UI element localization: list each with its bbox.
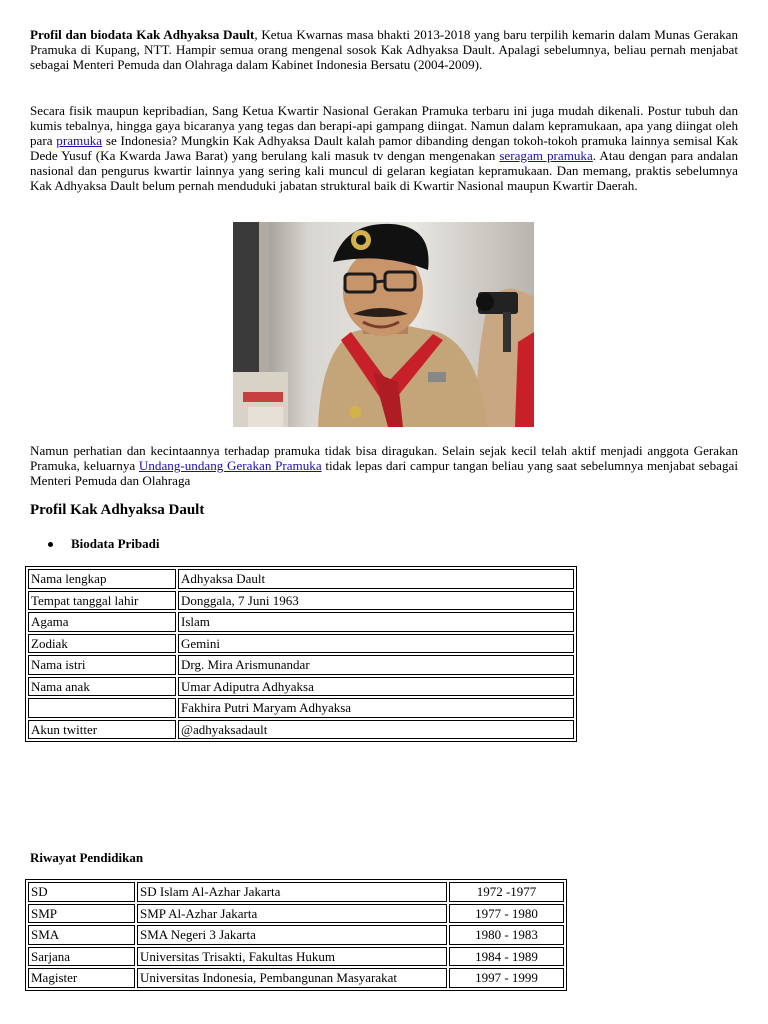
biodata-value-cell: Fakhira Putri Maryam Adhyaksa [178, 698, 574, 718]
table-row [28, 904, 564, 924]
desc-text-2: se Indonesia? Mungkin Kak Adhyaksa Dault kalah pamor dibanding dengan tokoh-tokoh pramuka lainnya semisal Kak Dede Yusuf (Ka Kwarda Jawa Barat) yang berulang kali masuk tv dengan mengenakan [30, 133, 739, 163]
biodata-label-cell: Akun twitter [28, 720, 176, 740]
education-heading: Riwayat Pendidikan [30, 850, 144, 865]
portrait-photo [233, 222, 534, 427]
biodata-value-cell: Adhyaksa Dault [178, 569, 574, 589]
closing-paragraph [30, 443, 738, 488]
education-years-cell: 1984 - 1989 [449, 947, 564, 967]
education-years-cell: 1977 - 1980 [449, 904, 564, 924]
education-school-cell: SMP Al-Azhar Jakarta [137, 904, 447, 924]
education-school-cell: SMA Negeri 3 Jakarta [137, 925, 447, 945]
biodata-label-cell: Nama istri [28, 655, 176, 675]
table-row [28, 882, 564, 902]
pramuka-link[interactable]: pramuka [56, 133, 103, 148]
intro-text: , Ketua Kwarnas masa bhakti 2013-2018 yang baru terpilih kemarin dalam Munas Gerakan Pramuka di Kupang, NTT. Hampir semua orang mengenal sosok Kak Adhyaksa Dault. Apalagi sebelumnya, beliau pernah menjabat sebagai Menteri Pemuda dan Olahraga dalam Kabinet Indonesia Bersatu (2004-2009). [30, 27, 738, 72]
table-row [28, 655, 574, 675]
closing-text-2: tidak lepas dari campur tangan beliau yang saat sebelumnya menjabat sebagai Menteri Pemuda dan Olahraga [30, 458, 738, 488]
table-row [28, 947, 564, 967]
education-school-cell: SD Islam Al-Azhar Jakarta [137, 882, 447, 902]
biodata-label-cell: Nama lengkap [28, 569, 176, 589]
table-row [28, 698, 574, 718]
education-level-cell: SMA [28, 925, 135, 945]
education-level-cell: SMP [28, 904, 135, 924]
desc-text-3: . Atau dengan para andalan nasional dan pengurus kwartir lainnya yang sering kali muncul di gelaran kegiatan kepramukaan. Dan memang, praktis sebelumnya Kak Adhyaksa Dault belum pernah menduduki jabatan struktural baik di Kwartir Nasional maupun Kwartir Daerah. [30, 148, 738, 193]
biodata-value-cell: Islam [178, 612, 574, 632]
intro-paragraph [30, 27, 738, 72]
biodata-label-cell: Agama [28, 612, 176, 632]
education-years-cell: 1972 -1977 [449, 882, 564, 902]
desc-text-1: Secara fisik maupun kepribadian, Sang Ketua Kwartir Nasional Gerakan Pramuka terbaru ini juga mudah dikenali. Postur tubuh dan kumis tebalnya, hingga gaya bicaranya yang tegas dan berapi-api gampang diingat. Namun dalam kepramukaan, apa yang diingat oleh para [30, 103, 738, 148]
education-level-cell: SD [28, 882, 135, 902]
education-level-cell: Magister [28, 968, 135, 988]
table-row [28, 968, 564, 988]
description-paragraph [30, 103, 738, 193]
biodata-table [25, 566, 577, 742]
biodata-label-cell: Tempat tanggal lahir [28, 591, 176, 611]
education-school-cell: Universitas Indonesia, Pembangunan Masyarakat [137, 968, 447, 988]
biodata-value-cell: Gemini [178, 634, 574, 654]
education-level-cell: Sarjana [28, 947, 135, 967]
table-row [28, 569, 574, 589]
table-row [28, 591, 574, 611]
biodata-value-cell: Donggala, 7 Juni 1963 [178, 591, 574, 611]
portrait-illustration [233, 222, 534, 427]
table-row [28, 612, 574, 632]
education-table [25, 879, 567, 991]
table-row [28, 634, 574, 654]
biodata-label-cell: Zodiak [28, 634, 176, 654]
biodata-label-cell: Nama anak [28, 677, 176, 697]
intro-bold-lead: Profil dan biodata Kak Adhyaksa Dault [30, 27, 255, 42]
biodata-label-cell [28, 698, 176, 718]
biodata-label: Biodata Pribadi [71, 536, 160, 551]
table-row [28, 925, 564, 945]
bullet-icon [48, 542, 53, 547]
education-years-cell: 1997 - 1999 [449, 968, 564, 988]
education-years-cell: 1980 - 1983 [449, 925, 564, 945]
biodata-value-cell: Drg. Mira Arismunandar [178, 655, 574, 675]
closing-text-1: Namun perhatian dan kecintaannya terhadap pramuka tidak bisa diragukan. Selain sejak kecil telah aktif menjadi anggota Gerakan Pramuka, keluarnya [30, 443, 738, 473]
biodata-bullet [48, 536, 160, 552]
table-row [28, 720, 574, 740]
undang-undang-link[interactable]: Undang-undang Gerakan Pramuka [138, 458, 322, 473]
biodata-value-cell: Umar Adiputra Adhyaksa [178, 677, 574, 697]
table-row [28, 677, 574, 697]
seragam-pramuka-link[interactable]: seragam pramuka [499, 148, 593, 163]
education-school-cell: Universitas Trisakti, Fakultas Hukum [137, 947, 447, 967]
profile-heading: Profil Kak Adhyaksa Dault [30, 502, 205, 518]
biodata-value-cell: @adhyaksadault [178, 720, 574, 740]
